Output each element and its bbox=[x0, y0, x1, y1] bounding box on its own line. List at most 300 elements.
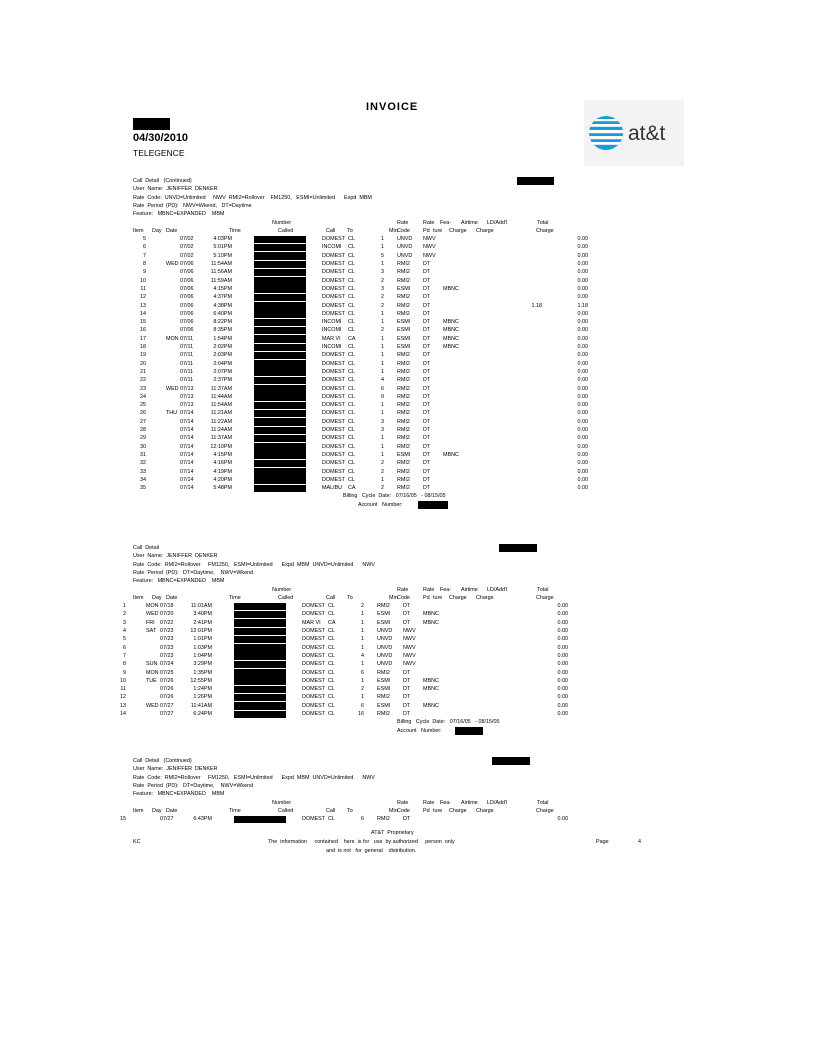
row-item: 3 bbox=[123, 619, 126, 626]
col-header-fea: Fea- bbox=[440, 219, 452, 226]
redacted-number bbox=[254, 377, 306, 385]
row-call-to: DOMEST bbox=[322, 269, 346, 276]
row-to-state: CL bbox=[348, 261, 355, 267]
row-date: 07/27 bbox=[160, 702, 174, 709]
row-date: 07/13 bbox=[180, 402, 194, 409]
row-to-state: CL bbox=[348, 476, 355, 483]
row-total: 0.00 bbox=[557, 619, 568, 626]
row-call-to: DOMEST bbox=[322, 443, 346, 450]
row-rate-pd: DT bbox=[423, 443, 431, 450]
row-rate-pd: DT bbox=[403, 603, 411, 610]
redacted-number bbox=[234, 677, 286, 685]
row-total: 0.00 bbox=[577, 285, 588, 292]
col-header-callto: Call bbox=[326, 227, 336, 234]
row-call-to: DOMEST bbox=[302, 661, 326, 668]
redacted-number bbox=[254, 277, 306, 285]
col-header-time: Time bbox=[229, 594, 241, 601]
row-to-state: CL bbox=[348, 252, 355, 259]
row-to-state: CL bbox=[328, 711, 335, 717]
row-call-to: DOMEST bbox=[302, 711, 326, 717]
col-header-charge1: Charge bbox=[449, 807, 467, 814]
row-call-to: DOMEST bbox=[302, 669, 326, 676]
col-header-min: Min bbox=[389, 227, 398, 234]
row-rate-code: RMI2 bbox=[397, 277, 410, 284]
row-total: 0.00 bbox=[557, 636, 568, 643]
row-call-to: DOMEST bbox=[322, 460, 346, 467]
page-label: Page bbox=[596, 839, 609, 845]
redacted-number bbox=[254, 244, 306, 252]
row-min: 2 bbox=[381, 302, 384, 309]
col-header-item: Item bbox=[133, 227, 144, 234]
table-row bbox=[0, 443, 816, 451]
table-row bbox=[0, 669, 796, 677]
redacted-block bbox=[133, 118, 170, 130]
row-min: 1 bbox=[361, 611, 364, 618]
row-item: 23 bbox=[140, 385, 146, 392]
redacted-number bbox=[234, 702, 286, 710]
redacted-number bbox=[234, 661, 286, 669]
row-rate-pd: NWV bbox=[403, 652, 416, 659]
row-day: THU bbox=[166, 410, 178, 417]
row-date: 07/02 bbox=[180, 252, 194, 259]
section-info-line: Feature: MBNC=EXPANDED MBM bbox=[133, 211, 225, 218]
row-rate-pd: DT bbox=[403, 711, 411, 717]
row-time: 11:21AM bbox=[210, 410, 232, 417]
row-rate-code: UNVD bbox=[377, 661, 393, 668]
redacted-number bbox=[254, 252, 306, 260]
row-rate-pd: DT bbox=[403, 694, 411, 701]
row-total: 0.00 bbox=[577, 443, 588, 450]
row-time: 11:24AM bbox=[210, 427, 232, 433]
row-date: 07/14 bbox=[180, 418, 194, 425]
row-call-to: INCOMI bbox=[322, 327, 342, 334]
row-item: 13 bbox=[140, 302, 146, 309]
row-total: 0.00 bbox=[577, 360, 588, 367]
row-day: WED bbox=[146, 611, 159, 618]
row-total: 0.00 bbox=[577, 236, 588, 243]
billing-cycle: Billing Cycle Date: 07/16/05 - 08/15/05 bbox=[343, 493, 446, 500]
col-header-code: Code bbox=[397, 807, 410, 814]
row-item: 15 bbox=[140, 319, 146, 326]
row-rate-pd: DT bbox=[423, 393, 431, 400]
row-rate-pd: NWV bbox=[403, 628, 416, 634]
row-time: 5:48PM bbox=[213, 485, 232, 492]
row-rate-code: RMI2 bbox=[397, 427, 410, 433]
row-call-to: DOMEST bbox=[322, 360, 346, 367]
col-header-day: Day bbox=[152, 807, 162, 814]
row-time: 2:41PM bbox=[193, 619, 212, 626]
row-call-to: DOMEST bbox=[302, 628, 326, 634]
row-total: 1.18 bbox=[577, 302, 588, 309]
row-date: 07/24 bbox=[160, 661, 174, 668]
row-to-state: CA bbox=[328, 619, 336, 626]
row-rate-code: RMI2 bbox=[377, 603, 390, 610]
col-header-date: Date bbox=[166, 227, 178, 234]
row-min: 4 bbox=[381, 377, 384, 384]
row-time: 11:37AM bbox=[210, 385, 232, 392]
row-date: 07/23 bbox=[160, 628, 174, 634]
row-call-to: DOMEST bbox=[302, 677, 326, 684]
row-call-to: DOMEST bbox=[322, 410, 346, 417]
row-total: 0.00 bbox=[577, 427, 588, 433]
row-min: 1 bbox=[381, 310, 384, 317]
row-time: 6:24PM bbox=[193, 711, 212, 717]
table-row bbox=[0, 235, 816, 243]
table-row bbox=[0, 260, 816, 268]
row-time: 6:40PM bbox=[213, 310, 232, 317]
row-to-state: CL bbox=[328, 694, 335, 701]
row-date: 07/14 bbox=[180, 410, 194, 417]
redacted-block bbox=[492, 757, 530, 765]
row-item: 29 bbox=[140, 435, 146, 442]
row-total: 0.00 bbox=[577, 335, 588, 342]
col-header-to: To bbox=[347, 227, 353, 234]
row-min: 9 bbox=[381, 393, 384, 400]
row-rate-code: ESMI bbox=[397, 335, 411, 342]
col-header-ture: ture bbox=[433, 227, 443, 234]
row-date: 07/06 bbox=[180, 261, 194, 267]
row-date: 07/23 bbox=[160, 644, 174, 651]
row-to-state: CL bbox=[348, 393, 355, 400]
row-item: 10 bbox=[140, 277, 146, 284]
row-rate-code: UNVD bbox=[377, 652, 393, 659]
row-item: 33 bbox=[140, 468, 146, 475]
row-total: 0.00 bbox=[577, 402, 588, 409]
table-row bbox=[0, 602, 796, 610]
row-to-state: CL bbox=[348, 468, 355, 475]
col-header-charge1: Charge bbox=[449, 594, 467, 601]
col-header-item: Item bbox=[133, 594, 144, 601]
row-date: 07/06 bbox=[180, 310, 194, 317]
row-feature: MBNC bbox=[443, 285, 459, 292]
row-to-state: CL bbox=[348, 410, 355, 417]
row-item: 4 bbox=[123, 628, 126, 634]
row-rate-pd: DT bbox=[423, 310, 431, 317]
row-date: 07/02 bbox=[180, 236, 194, 243]
row-rate-code: RMI2 bbox=[397, 402, 410, 409]
row-total: 0.00 bbox=[557, 611, 568, 618]
table-row bbox=[0, 426, 816, 434]
row-to-state: CL bbox=[348, 294, 355, 301]
row-date: 07/11 bbox=[180, 344, 194, 350]
table-row bbox=[0, 268, 816, 276]
row-time: 5:10PM bbox=[213, 252, 232, 259]
col-header-charge2: Charge bbox=[476, 227, 494, 234]
footer-notice-line1: The information contained here is for use by authorized person only bbox=[268, 839, 455, 845]
redacted-block bbox=[499, 544, 537, 552]
row-call-to: DOMEST bbox=[322, 402, 346, 409]
row-min: 2 bbox=[381, 327, 384, 334]
row-rate-code: ESMI bbox=[377, 611, 391, 618]
row-feature: MBNC bbox=[443, 327, 459, 334]
row-min: 1 bbox=[381, 335, 384, 342]
row-min: 2 bbox=[381, 460, 384, 467]
row-min: 1 bbox=[361, 619, 364, 626]
row-to-state: CL bbox=[348, 460, 355, 467]
row-rate-code: ESMI bbox=[377, 619, 391, 626]
row-rate-pd: DT bbox=[423, 269, 431, 276]
redacted-number bbox=[254, 443, 306, 451]
row-time: 4:16PM bbox=[213, 460, 232, 467]
row-date: 07/06 bbox=[180, 302, 194, 309]
table-row bbox=[0, 360, 816, 368]
col-header-rate2: Rate bbox=[423, 799, 435, 806]
row-time: 11:44AM bbox=[210, 393, 232, 400]
row-time: 1:01PM bbox=[193, 636, 212, 643]
row-total: 0.00 bbox=[577, 368, 588, 375]
section-info-line: Rate Period (PD): NWV=Wkend, DT=Daytime bbox=[133, 202, 252, 209]
row-feature: MBNC bbox=[443, 344, 459, 350]
row-min: 2 bbox=[361, 686, 364, 693]
col-header-ld: LD/Add'l bbox=[487, 219, 508, 226]
row-rate-pd: DT bbox=[423, 360, 431, 367]
section-info-line: Rate Code: UNVD=Unlimited NWV RMI2=Rollover FM1250, ESMI=Unlimited Expd MBM bbox=[133, 194, 372, 201]
row-rate-pd: DT bbox=[423, 410, 431, 417]
row-to-state: CL bbox=[348, 352, 355, 359]
row-feature: MBNC bbox=[443, 335, 459, 342]
col-header-fea: Fea- bbox=[440, 799, 452, 806]
col-header-item: Item bbox=[133, 807, 144, 814]
row-rate-pd: DT bbox=[423, 302, 431, 309]
col-header-charge2: Charge bbox=[476, 594, 494, 601]
row-rate-pd: NWV bbox=[403, 636, 416, 643]
row-min: 1 bbox=[381, 443, 384, 450]
col-header-total: Total bbox=[537, 799, 549, 806]
row-item: 12 bbox=[120, 694, 126, 701]
row-feature: MBNC bbox=[443, 451, 459, 458]
table-row bbox=[0, 710, 796, 718]
row-rate-code: ESMI bbox=[397, 451, 411, 458]
row-min: 1 bbox=[381, 319, 384, 326]
row-item: 8 bbox=[143, 261, 146, 267]
row-to-state: CL bbox=[328, 661, 335, 668]
row-to-state: CL bbox=[348, 277, 355, 284]
row-time: 2:37PM bbox=[213, 377, 232, 384]
account-number-label: Account Number: bbox=[397, 727, 442, 734]
col-header-ld: LD/Add'l bbox=[487, 586, 508, 593]
row-total: 0.00 bbox=[577, 252, 588, 259]
row-total: 0.00 bbox=[577, 410, 588, 417]
row-total: 0.00 bbox=[577, 485, 588, 492]
account-number-label: Account Number: bbox=[358, 501, 403, 508]
row-call-to: DOMEST bbox=[322, 352, 346, 359]
row-total: 0.00 bbox=[577, 385, 588, 392]
row-item: 8 bbox=[123, 661, 126, 668]
row-rate-code: UNVD bbox=[377, 628, 393, 634]
col-header-time: Time bbox=[229, 227, 241, 234]
row-call-to: DOMEST bbox=[302, 644, 326, 651]
row-rate-pd: DT bbox=[423, 485, 431, 492]
row-call-to: DOMEST bbox=[322, 310, 346, 317]
row-min: 2 bbox=[361, 603, 364, 610]
row-date: 07/25 bbox=[160, 669, 174, 676]
row-rate-pd: DT bbox=[423, 294, 431, 301]
row-time: 11:59AM bbox=[210, 277, 232, 284]
row-to-state: CL bbox=[348, 385, 355, 392]
row-rate-pd: NWV bbox=[423, 252, 436, 259]
row-call-to: DOMEST bbox=[322, 236, 346, 243]
row-day: SAT bbox=[146, 628, 157, 634]
row-date: 07/14 bbox=[180, 451, 194, 458]
row-min: 1 bbox=[381, 261, 384, 267]
row-min: 1 bbox=[381, 476, 384, 483]
row-min: 3 bbox=[381, 285, 384, 292]
redacted-number bbox=[254, 327, 306, 335]
redacted-number bbox=[254, 261, 306, 269]
row-day: TUE bbox=[146, 677, 157, 684]
row-rate-code: RMI2 bbox=[397, 294, 410, 301]
row-item: 35 bbox=[140, 485, 146, 492]
row-rate-code: UNVD bbox=[397, 244, 413, 251]
table-row bbox=[0, 409, 816, 417]
row-min: 1 bbox=[381, 402, 384, 409]
row-call-to: DOMEST bbox=[322, 261, 346, 267]
row-call-to: DOMEST bbox=[322, 377, 346, 384]
row-call-to: DOMEST bbox=[322, 451, 346, 458]
row-date: 07/23 bbox=[160, 652, 174, 659]
row-total: 0.00 bbox=[577, 261, 588, 267]
row-rate-pd: DT bbox=[423, 427, 431, 433]
col-header-pd: Pd bbox=[423, 807, 430, 814]
company-name: TELEGENCE bbox=[133, 148, 185, 158]
row-call-to: DOMEST bbox=[302, 652, 326, 659]
table-row bbox=[0, 627, 796, 635]
row-rate-code: ESMI bbox=[377, 677, 391, 684]
row-time: 2:04PM bbox=[213, 360, 232, 367]
col-header-pd: Pd bbox=[423, 227, 430, 234]
row-rate-code: RMI2 bbox=[397, 476, 410, 483]
row-call-to: MAR VI bbox=[322, 335, 341, 342]
row-date: 07/22 bbox=[160, 619, 174, 626]
redacted-number bbox=[234, 652, 286, 660]
col-header-to: To bbox=[347, 807, 353, 814]
row-call-to: DOMEST bbox=[302, 694, 326, 701]
row-call-to: DOMEST bbox=[302, 603, 326, 610]
row-date: 07/06 bbox=[180, 327, 194, 334]
row-min: 16 bbox=[358, 711, 364, 717]
row-rate-code: RMI2 bbox=[397, 385, 410, 392]
row-call-to: DOMEST bbox=[302, 816, 326, 823]
row-day: MON bbox=[166, 335, 179, 342]
table-row bbox=[0, 635, 796, 643]
row-date: 07/11 bbox=[180, 360, 194, 367]
row-date: 07/14 bbox=[180, 427, 194, 433]
row-item: 10 bbox=[120, 677, 126, 684]
row-feature: MBNC bbox=[423, 686, 439, 693]
row-rate-pd: DT bbox=[403, 619, 411, 626]
row-date: 07/20 bbox=[160, 611, 174, 618]
row-min: 1 bbox=[381, 451, 384, 458]
row-date: 07/06 bbox=[180, 285, 194, 292]
row-total: 0.00 bbox=[577, 418, 588, 425]
row-time: 4:20PM bbox=[213, 476, 232, 483]
row-rate-code: ESMI bbox=[397, 285, 411, 292]
row-to-state: CL bbox=[348, 310, 355, 317]
row-total: 0.00 bbox=[577, 352, 588, 359]
redacted-number bbox=[254, 427, 306, 435]
row-time: 11:54AM bbox=[210, 402, 232, 409]
row-call-to: DOMEST bbox=[322, 468, 346, 475]
row-total: 0.00 bbox=[557, 694, 568, 701]
col-header-called: Called bbox=[278, 594, 294, 601]
section-info-line: Call Detail (Continued) bbox=[133, 758, 192, 764]
row-total: 0.00 bbox=[557, 816, 568, 823]
row-call-to: DOMEST bbox=[322, 277, 346, 284]
table-row bbox=[0, 310, 816, 318]
row-item: 17 bbox=[140, 335, 146, 342]
row-day: MON bbox=[146, 603, 159, 610]
row-item: 28 bbox=[140, 427, 146, 433]
row-rate-code: RMI2 bbox=[397, 302, 410, 309]
row-total: 0.00 bbox=[577, 377, 588, 384]
row-feature: MBNC bbox=[423, 611, 439, 618]
row-time: 4:19PM bbox=[213, 468, 232, 475]
row-item: 14 bbox=[120, 711, 126, 717]
row-rate-code: ESMI bbox=[377, 702, 391, 709]
row-to-state: CL bbox=[328, 636, 335, 643]
redacted-number bbox=[234, 644, 286, 652]
row-time: 4:15PM bbox=[213, 451, 232, 458]
col-header-ture: ture bbox=[433, 807, 443, 814]
redacted-number bbox=[254, 294, 306, 302]
proprietary-label: AT&T Proprietary bbox=[371, 830, 414, 836]
row-total: 0.00 bbox=[577, 393, 588, 400]
row-time: 2:03PM bbox=[213, 352, 232, 359]
row-total: 0.00 bbox=[557, 677, 568, 684]
table-row bbox=[0, 343, 816, 351]
row-rate-pd: DT bbox=[403, 677, 411, 684]
row-rate-pd: DT bbox=[423, 476, 431, 483]
col-header-time: Time bbox=[229, 807, 241, 814]
row-rate-code: RMI2 bbox=[377, 669, 390, 676]
row-date: 07/18 bbox=[160, 603, 174, 610]
row-rate-pd: DT bbox=[423, 277, 431, 284]
section-info-line: Rate Period (PD): DT=Daytime, NWV=Wkend bbox=[133, 782, 254, 789]
row-min: 1 bbox=[381, 368, 384, 375]
table-row bbox=[0, 459, 816, 467]
row-time: 11:54AM bbox=[210, 261, 232, 267]
section-info-line: Feature: MBNC=EXPANDED MBM bbox=[133, 791, 225, 798]
row-call-to: DOMEST bbox=[322, 435, 346, 442]
row-rate-code: RMI2 bbox=[397, 468, 410, 475]
row-item: 22 bbox=[140, 377, 146, 384]
row-item: 6 bbox=[143, 244, 146, 251]
row-item: 32 bbox=[140, 460, 146, 467]
row-total: 0.00 bbox=[577, 327, 588, 334]
col-header-callto: Call bbox=[326, 594, 336, 601]
row-item: 19 bbox=[140, 352, 146, 359]
redacted-number bbox=[234, 603, 286, 611]
row-min: 1 bbox=[361, 661, 364, 668]
row-rate-pd: DT bbox=[423, 327, 431, 334]
row-to-state: CL bbox=[328, 603, 335, 610]
table-row bbox=[0, 685, 796, 693]
row-call-to: MALIBU bbox=[322, 485, 343, 492]
row-rate-pd: DT bbox=[423, 468, 431, 475]
row-day: FRI bbox=[146, 619, 155, 626]
row-time: 4:03PM bbox=[213, 236, 232, 243]
row-date: 07/14 bbox=[180, 435, 194, 442]
table-row bbox=[0, 401, 816, 409]
col-header-code: Code bbox=[397, 227, 410, 234]
row-item: 24 bbox=[140, 393, 146, 400]
redacted-number bbox=[254, 435, 306, 443]
row-rate-pd: DT bbox=[423, 435, 431, 442]
row-total: 0.00 bbox=[577, 460, 588, 467]
row-min: 4 bbox=[361, 652, 364, 659]
row-min: 1 bbox=[381, 352, 384, 359]
row-date: 07/06 bbox=[180, 294, 194, 301]
